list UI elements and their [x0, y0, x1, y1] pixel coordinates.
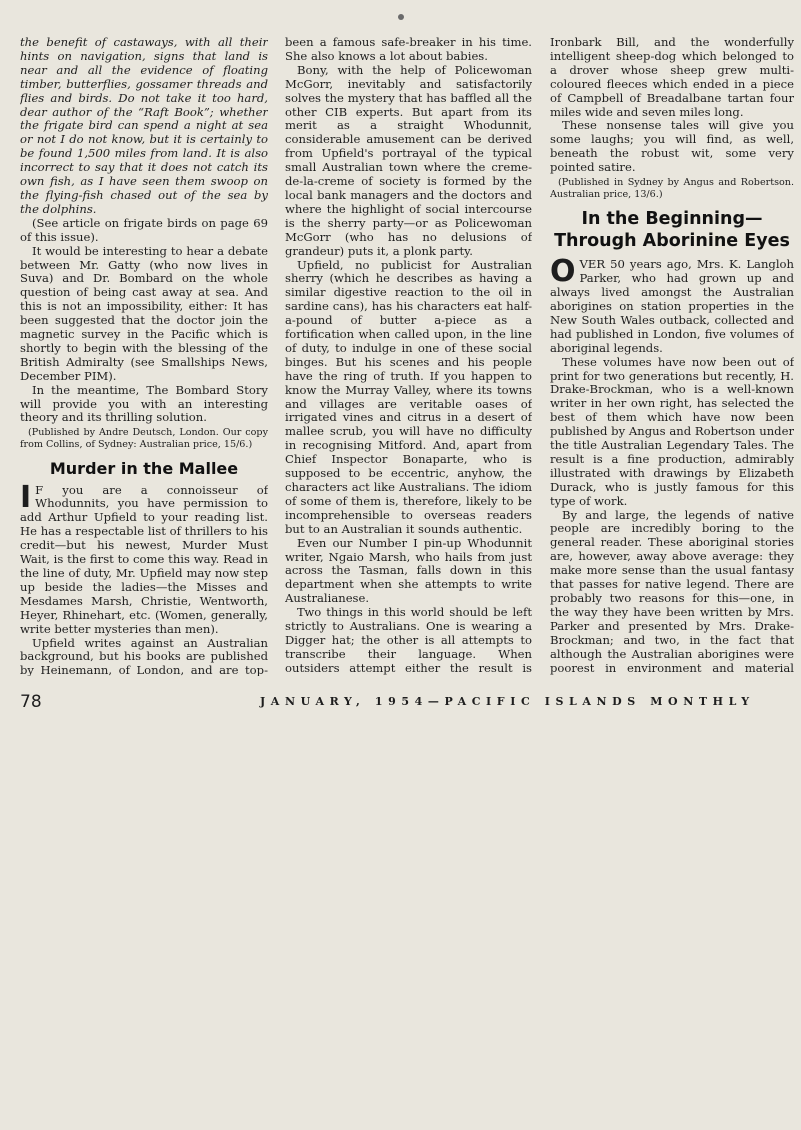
article-heading: Murder in the Mallee	[49, 458, 239, 478]
paragraph: Two things in this world should be left strictly to Australians. One is wearing a Digger hat; the other is all attempts to transcribe their language. When outsiders attempt either the result is	[285, 605, 532, 675]
drop-cap: I	[20, 479, 32, 515]
running-footer: JANUARY, 1954—PACIFIC ISLANDS MONTHLY	[260, 695, 755, 708]
paragraph: the benefit of castaways, with all their hints on navigation, signs that land is near and all the evidence of floating timber, butterflies, gossamer threads and flies and birds. Do not take it too hard, dear author of the “Raft Book”; whether the frigate bird can spend a night at sea or not I do not know, but it is certainly to be found 1,500 miles from land. It is also incorrect to say that it does not catch its own fish, as I have seen them swoop on the flying-fish chased out of the sea by the dolphins.	[20, 36, 268, 216]
paragraph: Ironbark Bill, and the wonderfully intelligent sheep-dog which belonged to a drover whose sheep grew multi-coloured fleeces which ended in a piece of Campbell of Breadalbane tartan four miles wide and seven miles long.	[550, 36, 794, 119]
paragraph-text: VER 50 years ago, Mrs. K. Langloh Parker, who had grown up and always lived amongst the Australian aborigines on station properties in the New South Wales outback, collected and had published in London, five volumes of aboriginal legends.	[550, 257, 794, 355]
paragraph: By and large, the legends of native people are incredibly boring to the general reader. These aboriginal stories are, however, away above average: they make more sense than the usual fantasy that passes for native legend. There are probably two reasons for this—one, in the way they have been written by Mrs. Parker and presented by Mrs. Drake-Brockman; and two, in the fact that although the Australian aborigines were poorest in environment and material	[550, 507, 794, 675]
paragraph: These nonsense tales will give you some laughs; you will find, as well, beneath the robust wit, some very pointed satire.	[550, 118, 794, 175]
paragraph: Even our Number I pin-up Whodunnit writer, Ngaio Marsh, who hails from just across the Tasman, falls down in this department when she attempts to write Australianese.	[285, 535, 532, 606]
article-heading: In the Beginning—Through Aborinine Eyes	[554, 209, 790, 252]
paragraph-text: F you are a connoisseur of Whodunnits, you have permission to add Arthur Upfield to your reading list. He has a respectable list of thrillers to his credit—but his newest, Murder Must Wait, is the first to come this way. Read in the line of duty, Mr. Upfield may now step up beside the ladies—the Misses and Mesdames Marsh, Christie, Wentworth, Heyer, Rhinehart, etc. (Women, generally, write better mysteries than men).	[20, 482, 268, 636]
paragraph: In the meantime, The Bombard Story will provide you with an interesting theory and its thrilling solution.	[20, 382, 268, 425]
publication-credit: (Published by Andre Deutsch, London. Our copy from Collins, of Sydney: Australian price, 15/6.)	[20, 427, 268, 450]
paragraph: Bony, with the help of Policewoman McGorr, inevitably and satisfactorily solves the mystery that has baffled all the other CIB experts. But apart from its merit as a straight Whodunnit, considerable amusement can be derived from Upfield's portrayal of the typical small Australian town where the creme-de-la-creme of society is formed by the local bank managers and the doctors and where the highlight of social intercourse is the sherry party—or as Policewoman McGorr (who has no delusions of grandeur) puts it, a plonk party.	[285, 62, 532, 258]
column-3	[550, 36, 794, 676]
paragraph: These volumes have now been out of print for two generations but recently, H. Drake-Brockman, who is a well-known writer in her own right, has selected the best of them which have now been published by Angus and Robertson under the title Australian Legendary Tales. The result is a fine production, admirably illustrated with drawings by Elizabeth Durack, who is justly famous for this type of work.	[550, 354, 794, 508]
column-2	[285, 36, 532, 676]
paragraph: (See article on frigate birds on page 69 of this issue).	[20, 215, 268, 244]
paragraph	[550, 254, 794, 355]
paragraph: It would be interesting to hear a debate between Mr. Gatty (who now lives in Suva) and Dr. Bombard on the whole question of being cast away at sea. And this is not an impossibility, either: It has been suggested that the doctor join the magnetic survey in the Pacific which is shortly to begin with the blessing of the British Admiralty (see Smallships News, December PIM).	[20, 243, 268, 383]
ornament-dot	[398, 14, 404, 20]
page-number: 78	[20, 692, 42, 712]
paragraph: been a famous safe-breaker in his time. She also knows a lot about babies.	[285, 36, 532, 63]
publication-credit: (Published in Sydney by Angus and Robertson. Australian price, 13/6.)	[550, 177, 794, 200]
drop-cap: O	[550, 254, 576, 290]
column-1	[20, 36, 268, 676]
paragraph: Upfield writes against an Australian background, but his books are published by Heinemann, of London, and are top-	[20, 635, 268, 676]
page-footer	[20, 693, 796, 711]
paragraph	[20, 479, 268, 637]
paragraph: Upfield, no publicist for Australian sherry (which he describes as having a similar digestive reaction to the oil in sardine cans), has his characters eat half-a-pound of butter a-piece as a fortification when called upon, in the line of duty, to indulge in one of these social binges. But his scenes and his people have the ring of truth. If you happen to know the Murray Valley, where its towns and villages are veritable oases of irrigated vines and citrus in a desert of mallee scrub, you will have no difficulty in recognising Mitford. And, apart from Chief Inspector Bonaparte, who is supposed to be eccentric, anyhow, the characters act like Australians. The idiom of some of them is, therefore, likely to be incomprehensible to overseas readers but to an Australian it sounds authentic.	[285, 257, 532, 536]
